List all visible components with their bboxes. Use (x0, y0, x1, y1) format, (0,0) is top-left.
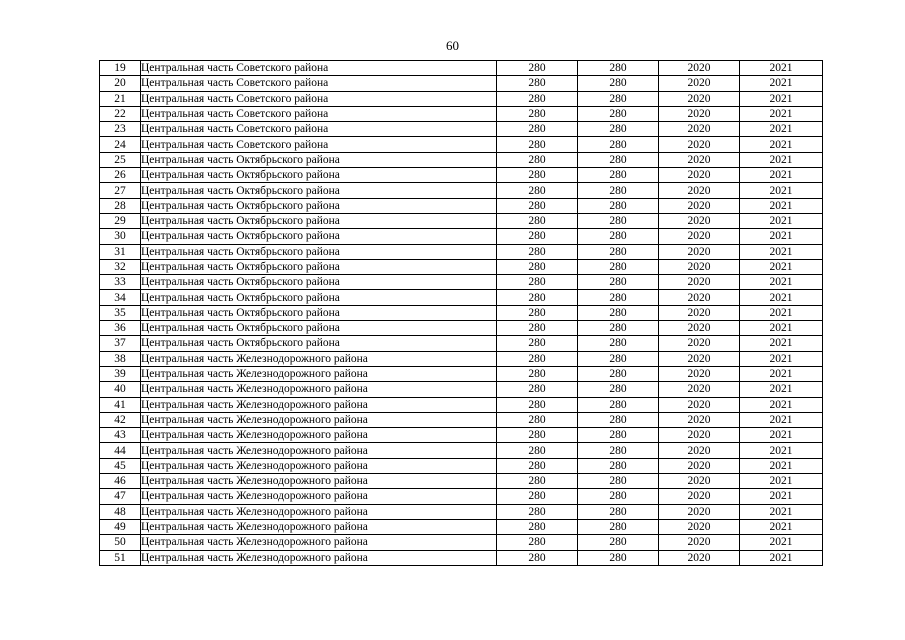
start-year-cell: 2020 (659, 137, 740, 152)
end-year-cell: 2021 (740, 61, 823, 76)
value-1-cell: 280 (497, 412, 578, 427)
row-number-cell: 47 (100, 489, 141, 504)
value-2-cell: 280 (578, 168, 659, 183)
start-year-cell: 2020 (659, 213, 740, 228)
value-1-cell: 280 (497, 504, 578, 519)
row-number-cell: 48 (100, 504, 141, 519)
start-year-cell: 2020 (659, 275, 740, 290)
end-year-cell: 2021 (740, 397, 823, 412)
table-row (100, 535, 823, 550)
table-body (100, 61, 823, 566)
row-number-cell: 38 (100, 351, 141, 366)
value-1-cell: 280 (497, 428, 578, 443)
value-2-cell: 280 (578, 474, 659, 489)
start-year-cell: 2020 (659, 535, 740, 550)
row-number-cell: 50 (100, 535, 141, 550)
row-number-cell: 49 (100, 519, 141, 534)
value-1-cell: 280 (497, 305, 578, 320)
row-number-cell: 41 (100, 397, 141, 412)
table-row (100, 76, 823, 91)
end-year-cell: 2021 (740, 428, 823, 443)
table-row (100, 183, 823, 198)
start-year-cell: 2020 (659, 259, 740, 274)
row-number-cell: 46 (100, 474, 141, 489)
end-year-cell: 2021 (740, 137, 823, 152)
area-name-cell: Центральная часть Октябрьского района (141, 336, 497, 351)
end-year-cell: 2021 (740, 504, 823, 519)
value-1-cell: 280 (497, 351, 578, 366)
value-2-cell: 280 (578, 321, 659, 336)
value-1-cell: 280 (497, 137, 578, 152)
area-name-cell: Центральная часть Октябрьского района (141, 290, 497, 305)
row-number-cell: 25 (100, 152, 141, 167)
start-year-cell: 2020 (659, 61, 740, 76)
area-name-cell: Центральная часть Октябрьского района (141, 198, 497, 213)
end-year-cell: 2021 (740, 474, 823, 489)
value-1-cell: 280 (497, 336, 578, 351)
table-row (100, 106, 823, 121)
area-name-cell: Центральная часть Советского района (141, 106, 497, 121)
table-row (100, 519, 823, 534)
row-number-cell: 42 (100, 412, 141, 427)
row-number-cell: 35 (100, 305, 141, 320)
row-number-cell: 51 (100, 550, 141, 565)
end-year-cell: 2021 (740, 366, 823, 381)
value-1-cell: 280 (497, 382, 578, 397)
value-2-cell: 280 (578, 137, 659, 152)
table-row (100, 275, 823, 290)
value-1-cell: 280 (497, 106, 578, 121)
value-1-cell: 280 (497, 61, 578, 76)
row-number-cell: 30 (100, 229, 141, 244)
start-year-cell: 2020 (659, 336, 740, 351)
row-number-cell: 22 (100, 106, 141, 121)
end-year-cell: 2021 (740, 275, 823, 290)
area-name-cell: Центральная часть Советского района (141, 61, 497, 76)
start-year-cell: 2020 (659, 183, 740, 198)
row-number-cell: 27 (100, 183, 141, 198)
table-row (100, 504, 823, 519)
start-year-cell: 2020 (659, 550, 740, 565)
table-row (100, 305, 823, 320)
row-number-cell: 44 (100, 443, 141, 458)
table-row (100, 244, 823, 259)
row-number-cell: 28 (100, 198, 141, 213)
value-2-cell: 280 (578, 290, 659, 305)
table-row (100, 428, 823, 443)
row-number-cell: 31 (100, 244, 141, 259)
end-year-cell: 2021 (740, 259, 823, 274)
value-2-cell: 280 (578, 275, 659, 290)
table-row (100, 366, 823, 381)
value-2-cell: 280 (578, 489, 659, 504)
table-row (100, 351, 823, 366)
value-1-cell: 280 (497, 535, 578, 550)
value-1-cell: 280 (497, 397, 578, 412)
end-year-cell: 2021 (740, 535, 823, 550)
row-number-cell: 43 (100, 428, 141, 443)
end-year-cell: 2021 (740, 168, 823, 183)
value-2-cell: 280 (578, 351, 659, 366)
end-year-cell: 2021 (740, 152, 823, 167)
table-row (100, 91, 823, 106)
value-2-cell: 280 (578, 519, 659, 534)
end-year-cell: 2021 (740, 519, 823, 534)
row-number-cell: 24 (100, 137, 141, 152)
value-1-cell: 280 (497, 122, 578, 137)
start-year-cell: 2020 (659, 198, 740, 213)
start-year-cell: 2020 (659, 504, 740, 519)
start-year-cell: 2020 (659, 244, 740, 259)
start-year-cell: 2020 (659, 366, 740, 381)
end-year-cell: 2021 (740, 321, 823, 336)
area-name-cell: Центральная часть Советского района (141, 122, 497, 137)
end-year-cell: 2021 (740, 412, 823, 427)
table-row (100, 198, 823, 213)
start-year-cell: 2020 (659, 229, 740, 244)
area-name-cell: Центральная часть Октябрьского района (141, 259, 497, 274)
end-year-cell: 2021 (740, 351, 823, 366)
table-row (100, 321, 823, 336)
area-name-cell: Центральная часть Октябрьского района (141, 213, 497, 228)
area-name-cell: Центральная часть Октябрьского района (141, 305, 497, 320)
value-2-cell: 280 (578, 259, 659, 274)
end-year-cell: 2021 (740, 382, 823, 397)
row-number-cell: 34 (100, 290, 141, 305)
row-number-cell: 29 (100, 213, 141, 228)
table-row (100, 122, 823, 137)
end-year-cell: 2021 (740, 106, 823, 121)
value-2-cell: 280 (578, 504, 659, 519)
start-year-cell: 2020 (659, 122, 740, 137)
start-year-cell: 2020 (659, 382, 740, 397)
area-name-cell: Центральная часть Железнодорожного района (141, 474, 497, 489)
end-year-cell: 2021 (740, 183, 823, 198)
value-2-cell: 280 (578, 61, 659, 76)
end-year-cell: 2021 (740, 458, 823, 473)
start-year-cell: 2020 (659, 351, 740, 366)
start-year-cell: 2020 (659, 305, 740, 320)
table-row (100, 137, 823, 152)
start-year-cell: 2020 (659, 152, 740, 167)
row-number-cell: 19 (100, 61, 141, 76)
table-row (100, 550, 823, 565)
value-2-cell: 280 (578, 412, 659, 427)
value-2-cell: 280 (578, 213, 659, 228)
row-number-cell: 40 (100, 382, 141, 397)
table-row (100, 259, 823, 274)
value-2-cell: 280 (578, 244, 659, 259)
table-row (100, 213, 823, 228)
value-1-cell: 280 (497, 152, 578, 167)
value-1-cell: 280 (497, 244, 578, 259)
table-row (100, 382, 823, 397)
area-name-cell: Центральная часть Октябрьского района (141, 275, 497, 290)
end-year-cell: 2021 (740, 198, 823, 213)
start-year-cell: 2020 (659, 321, 740, 336)
area-name-cell: Центральная часть Советского района (141, 137, 497, 152)
row-number-cell: 33 (100, 275, 141, 290)
value-2-cell: 280 (578, 152, 659, 167)
area-name-cell: Центральная часть Железнодорожного района (141, 504, 497, 519)
area-name-cell: Центральная часть Железнодорожного района (141, 351, 497, 366)
area-name-cell: Центральная часть Октябрьского района (141, 229, 497, 244)
area-name-cell: Центральная часть Октябрьского района (141, 152, 497, 167)
end-year-cell: 2021 (740, 122, 823, 137)
value-2-cell: 280 (578, 76, 659, 91)
start-year-cell: 2020 (659, 106, 740, 121)
area-name-cell: Центральная часть Железнодорожного района (141, 397, 497, 412)
value-2-cell: 280 (578, 91, 659, 106)
value-1-cell: 280 (497, 550, 578, 565)
table-row (100, 489, 823, 504)
row-number-cell: 45 (100, 458, 141, 473)
area-name-cell: Центральная часть Железнодорожного района (141, 519, 497, 534)
value-1-cell: 280 (497, 229, 578, 244)
value-1-cell: 280 (497, 519, 578, 534)
area-name-cell: Центральная часть Октябрьского района (141, 168, 497, 183)
area-name-cell: Центральная часть Советского района (141, 76, 497, 91)
start-year-cell: 2020 (659, 428, 740, 443)
area-name-cell: Центральная часть Железнодорожного района (141, 489, 497, 504)
value-1-cell: 280 (497, 168, 578, 183)
value-2-cell: 280 (578, 443, 659, 458)
area-name-cell: Центральная часть Железнодорожного района (141, 366, 497, 381)
value-1-cell: 280 (497, 91, 578, 106)
area-name-cell: Центральная часть Железнодорожного района (141, 428, 497, 443)
start-year-cell: 2020 (659, 519, 740, 534)
value-2-cell: 280 (578, 366, 659, 381)
start-year-cell: 2020 (659, 76, 740, 91)
table-row (100, 229, 823, 244)
area-name-cell: Центральная часть Железнодорожного района (141, 412, 497, 427)
table-row (100, 152, 823, 167)
value-2-cell: 280 (578, 458, 659, 473)
start-year-cell: 2020 (659, 91, 740, 106)
value-1-cell: 280 (497, 198, 578, 213)
start-year-cell: 2020 (659, 474, 740, 489)
value-1-cell: 280 (497, 275, 578, 290)
value-2-cell: 280 (578, 122, 659, 137)
value-1-cell: 280 (497, 474, 578, 489)
start-year-cell: 2020 (659, 290, 740, 305)
start-year-cell: 2020 (659, 489, 740, 504)
table-row (100, 290, 823, 305)
area-name-cell: Центральная часть Железнодорожного района (141, 535, 497, 550)
end-year-cell: 2021 (740, 213, 823, 228)
table-row (100, 336, 823, 351)
value-1-cell: 280 (497, 489, 578, 504)
start-year-cell: 2020 (659, 412, 740, 427)
area-name-cell: Центральная часть Октябрьского района (141, 321, 497, 336)
value-2-cell: 280 (578, 550, 659, 565)
area-name-cell: Центральная часть Советского района (141, 91, 497, 106)
area-name-cell: Центральная часть Железнодорожного района (141, 550, 497, 565)
end-year-cell: 2021 (740, 336, 823, 351)
table-row (100, 168, 823, 183)
row-number-cell: 39 (100, 366, 141, 381)
end-year-cell: 2021 (740, 91, 823, 106)
page-number: 60 (446, 38, 459, 53)
value-1-cell: 280 (497, 183, 578, 198)
table-row (100, 412, 823, 427)
area-name-cell: Центральная часть Октябрьского района (141, 183, 497, 198)
value-2-cell: 280 (578, 428, 659, 443)
value-2-cell: 280 (578, 397, 659, 412)
value-2-cell: 280 (578, 382, 659, 397)
end-year-cell: 2021 (740, 550, 823, 565)
end-year-cell: 2021 (740, 443, 823, 458)
table-row (100, 474, 823, 489)
table-row (100, 458, 823, 473)
value-1-cell: 280 (497, 290, 578, 305)
row-number-cell: 26 (100, 168, 141, 183)
table-row (100, 443, 823, 458)
value-2-cell: 280 (578, 183, 659, 198)
start-year-cell: 2020 (659, 458, 740, 473)
value-1-cell: 280 (497, 458, 578, 473)
value-2-cell: 280 (578, 198, 659, 213)
value-1-cell: 280 (497, 366, 578, 381)
area-name-cell: Центральная часть Железнодорожного района (141, 382, 497, 397)
end-year-cell: 2021 (740, 290, 823, 305)
area-name-cell: Центральная часть Октябрьского района (141, 244, 497, 259)
row-number-cell: 23 (100, 122, 141, 137)
row-number-cell: 21 (100, 91, 141, 106)
start-year-cell: 2020 (659, 168, 740, 183)
table-row (100, 397, 823, 412)
value-2-cell: 280 (578, 336, 659, 351)
end-year-cell: 2021 (740, 489, 823, 504)
value-2-cell: 280 (578, 229, 659, 244)
value-1-cell: 280 (497, 259, 578, 274)
area-name-cell: Центральная часть Железнодорожного района (141, 443, 497, 458)
end-year-cell: 2021 (740, 305, 823, 320)
start-year-cell: 2020 (659, 397, 740, 412)
table-row (100, 61, 823, 76)
value-1-cell: 280 (497, 443, 578, 458)
value-1-cell: 280 (497, 213, 578, 228)
row-number-cell: 36 (100, 321, 141, 336)
row-number-cell: 37 (100, 336, 141, 351)
start-year-cell: 2020 (659, 443, 740, 458)
value-2-cell: 280 (578, 535, 659, 550)
value-2-cell: 280 (578, 305, 659, 320)
row-number-cell: 32 (100, 259, 141, 274)
value-2-cell: 280 (578, 106, 659, 121)
area-name-cell: Центральная часть Железнодорожного района (141, 458, 497, 473)
row-number-cell: 20 (100, 76, 141, 91)
value-1-cell: 280 (497, 76, 578, 91)
end-year-cell: 2021 (740, 76, 823, 91)
value-1-cell: 280 (497, 321, 578, 336)
end-year-cell: 2021 (740, 244, 823, 259)
end-year-cell: 2021 (740, 229, 823, 244)
data-table (99, 60, 823, 566)
